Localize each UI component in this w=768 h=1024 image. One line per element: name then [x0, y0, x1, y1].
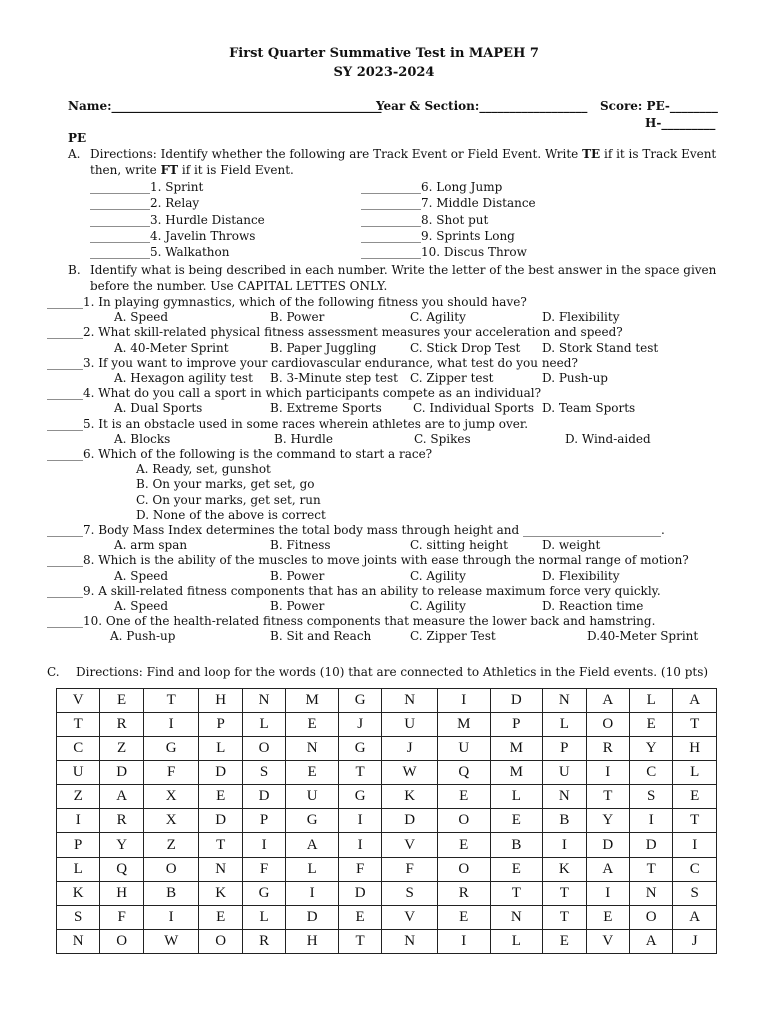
grid-cell: E	[437, 833, 490, 857]
section-pe-label: PE	[68, 131, 87, 145]
grid-cell: R	[586, 737, 629, 761]
grid-cell: K	[199, 881, 242, 905]
grid-cell: D	[338, 881, 381, 905]
grid-row	[57, 809, 717, 833]
grid-cell: I	[143, 905, 199, 929]
choice-9-a: A. Speed	[114, 599, 169, 613]
grid-cell: P	[543, 737, 586, 761]
part-a-letter: A.	[68, 147, 81, 161]
choice-10-a: A. Push-up	[110, 629, 176, 644]
grid-cell: B	[543, 809, 586, 833]
choice-10-b: B. Sit and Reach	[270, 629, 372, 644]
grid-cell: S	[629, 785, 672, 809]
grid-cell: I	[586, 881, 629, 905]
grid-cell: N	[382, 929, 438, 953]
list-item: __________1. Sprint	[90, 180, 204, 194]
choice-2-a: A. 40-Meter Sprint	[114, 340, 229, 355]
part-b-letter: B.	[68, 263, 81, 277]
choice-9-d: D. Reaction time	[542, 599, 644, 613]
grid-cell: U	[286, 785, 339, 809]
grid-cell: Q	[437, 761, 490, 785]
grid-cell: C	[57, 737, 100, 761]
grid-cell: I	[673, 833, 717, 857]
choice-3-b: B. 3-Minute step test	[270, 371, 398, 385]
grid-cell: T	[57, 713, 100, 737]
question-8: ______8. Which is the ability of the muscles to move joints with ease through the normal range of motion?	[47, 553, 689, 568]
list-item: __________5. Walkathon	[90, 245, 230, 260]
grid-cell: D	[490, 689, 543, 713]
grid-cell: N	[286, 737, 339, 761]
choice-10-c: C. Zipper Test	[410, 629, 496, 644]
school-year: SY 2023-2024	[333, 65, 435, 80]
grid-cell: Q	[100, 857, 143, 881]
grid-cell: W	[382, 761, 438, 785]
grid-cell: T	[543, 881, 586, 905]
part-c-letter: C.	[47, 665, 60, 679]
test-title: First Quarter Summative Test in MAPEH 7	[229, 46, 539, 61]
grid-cell: C	[629, 761, 672, 785]
choice-5-c: C. Spikes	[414, 431, 471, 446]
grid-cell: D	[100, 761, 143, 785]
grid-cell: L	[57, 857, 100, 881]
grid-cell: P	[490, 713, 543, 737]
grid-cell: G	[338, 785, 381, 809]
question-4: ______4. What do you call a sport in which participants compete as an individual?	[47, 386, 541, 401]
grid-cell: D	[382, 809, 438, 833]
grid-cell: A	[586, 689, 629, 713]
grid-cell: U	[437, 737, 490, 761]
part-a-items-left	[90, 180, 265, 261]
grid-row	[57, 713, 717, 737]
grid-cell: F	[143, 761, 199, 785]
grid-cell: G	[338, 737, 381, 761]
year-section-field: Year & Section:__________________	[376, 99, 588, 113]
grid-cell: K	[382, 785, 438, 809]
grid-cell: P	[199, 713, 242, 737]
grid-cell: T	[543, 905, 586, 929]
grid-cell: I	[286, 881, 339, 905]
choice-7-c: C. sitting height	[410, 538, 508, 553]
grid-cell: L	[490, 929, 543, 953]
grid-row	[57, 737, 717, 761]
grid-cell: Y	[586, 809, 629, 833]
grid-cell: Y	[100, 833, 143, 857]
grid-cell: E	[199, 785, 242, 809]
grid-cell: A	[286, 833, 339, 857]
grid-cell: U	[57, 761, 100, 785]
grid-cell: J	[673, 929, 717, 953]
grid-cell: L	[490, 785, 543, 809]
choice-4-d: D. Team Sports	[542, 401, 636, 416]
grid-cell: N	[490, 905, 543, 929]
grid-cell: P	[57, 833, 100, 857]
grid-cell: A	[586, 857, 629, 881]
grid-row	[57, 785, 717, 809]
list-item: __________7. Middle Distance	[361, 196, 536, 211]
grid-cell: D	[629, 833, 672, 857]
grid-cell: F	[100, 905, 143, 929]
grid-cell: I	[242, 833, 285, 857]
choice-6-c: C. On your marks, get set, run	[136, 492, 321, 507]
choice-6-b: B. On your marks, get set, go	[136, 477, 315, 492]
choice-1-b: B. Power	[270, 310, 325, 325]
grid-cell: D	[286, 905, 339, 929]
grid-cell: X	[143, 809, 199, 833]
choice-9-c: C. Agility	[410, 599, 466, 613]
grid-cell: T	[673, 809, 717, 833]
part-b-directions-1: Identify what is being described in each number. Write the letter of the best answer in the space given	[90, 263, 717, 277]
grid-cell: L	[543, 713, 586, 737]
grid-cell: E	[437, 905, 490, 929]
grid-cell: N	[629, 881, 672, 905]
grid-cell: E	[490, 809, 543, 833]
choice-6-a: A. Ready, set, gunshot	[136, 462, 271, 477]
choice-5-d: D. Wind-aided	[565, 431, 651, 446]
part-a-directions-1: Directions: Identify whether the following are Track Event or Field Event. Write TE if it is Track Event	[90, 147, 717, 161]
grid-row	[57, 905, 717, 929]
choice-2-b: B. Paper Juggling	[270, 340, 377, 355]
grid-cell: M	[437, 713, 490, 737]
grid-cell: H	[673, 737, 717, 761]
grid-cell: Z	[143, 833, 199, 857]
grid-cell: M	[286, 689, 339, 713]
grid-cell: H	[199, 689, 242, 713]
choice-5-b: B. Hurdle	[274, 431, 333, 446]
grid-cell: U	[382, 713, 438, 737]
question-2: ______2. What skill-related physical fitness assessment measures your acceleration and speed?	[47, 325, 623, 340]
grid-cell: E	[586, 905, 629, 929]
grid-cell: T	[673, 713, 717, 737]
grid-cell: K	[57, 881, 100, 905]
grid-cell: I	[143, 713, 199, 737]
choice-7-d: D. weight	[542, 538, 601, 553]
grid-cell: Z	[100, 737, 143, 761]
grid-cell: I	[338, 833, 381, 857]
grid-cell: O	[199, 929, 242, 953]
grid-cell: G	[338, 689, 381, 713]
grid-cell: N	[57, 929, 100, 953]
grid-cell: T	[143, 689, 199, 713]
choice-4-c: C. Individual Sports	[413, 401, 535, 416]
grid-row	[57, 881, 717, 905]
part-a-directions-2: then, write FT if it is Field Event.	[90, 163, 294, 177]
question-3: ______3. If you want to improve your cardiovascular endurance, what test do you need?	[47, 355, 578, 370]
grid-cell: F	[382, 857, 438, 881]
grid-cell: X	[143, 785, 199, 809]
grid-cell: I	[629, 809, 672, 833]
score-pe-field: Score: PE-________	[600, 99, 718, 113]
grid-cell: S	[57, 905, 100, 929]
grid-row	[57, 857, 717, 881]
grid-cell: L	[199, 737, 242, 761]
grid-cell: T	[338, 761, 381, 785]
grid-cell: A	[629, 929, 672, 953]
choice-9-b: B. Power	[270, 599, 325, 613]
list-item: __________10. Discus Throw	[361, 245, 527, 260]
grid-cell: L	[242, 713, 285, 737]
grid-cell: K	[543, 857, 586, 881]
grid-cell: J	[338, 713, 381, 737]
list-item: __________6. Long Jump	[361, 180, 503, 194]
grid-cell: N	[199, 857, 242, 881]
grid-cell: C	[673, 857, 717, 881]
grid-cell: N	[543, 689, 586, 713]
grid-cell: E	[286, 761, 339, 785]
choice-10-d: D.40-Meter Sprint	[587, 629, 699, 644]
word-search-grid	[56, 688, 717, 954]
grid-row	[57, 689, 717, 713]
grid-cell: S	[382, 881, 438, 905]
grid-cell: H	[100, 881, 143, 905]
grid-cell: O	[629, 905, 672, 929]
grid-cell: E	[629, 713, 672, 737]
grid-cell: T	[629, 857, 672, 881]
list-item: __________2. Relay	[90, 196, 200, 211]
question-9: ______9. A skill-related fitness components that has an ability to release maximum force very quickly.	[47, 583, 661, 598]
choice-7-a: A. arm span	[114, 538, 188, 553]
grid-cell: D	[199, 761, 242, 785]
grid-cell: O	[242, 737, 285, 761]
part-a-items-right	[361, 180, 536, 261]
grid-cell: R	[437, 881, 490, 905]
grid-cell: N	[382, 689, 438, 713]
question-5: ______5. It is an obstacle used in some races wherein athletes are to jump over.	[47, 416, 529, 431]
grid-cell: Z	[57, 785, 100, 809]
grid-cell: N	[543, 785, 586, 809]
grid-cell: V	[382, 833, 438, 857]
grid-cell: E	[490, 857, 543, 881]
grid-cell: A	[673, 689, 717, 713]
grid-cell: R	[100, 809, 143, 833]
grid-cell: F	[242, 857, 285, 881]
choice-1-a: A. Speed	[114, 310, 169, 325]
grid-cell: E	[437, 785, 490, 809]
list-item: __________4. Javelin Throws	[90, 228, 256, 243]
choice-8-d: D. Flexibility	[542, 568, 620, 583]
question-1: ______1. In playing gymnastics, which of the following fitness you should have?	[47, 295, 527, 309]
grid-cell: D	[586, 833, 629, 857]
grid-cell: T	[490, 881, 543, 905]
grid-row	[57, 929, 717, 953]
grid-cell: L	[286, 857, 339, 881]
grid-cell: R	[242, 929, 285, 953]
grid-cell: R	[100, 713, 143, 737]
choice-1-d: D. Flexibility	[542, 310, 620, 325]
grid-cell: E	[673, 785, 717, 809]
grid-cell: I	[437, 929, 490, 953]
part-c-directions: Directions: Find and loop for the words (10) that are connected to Athletics in the Field events. (10 pts)	[76, 665, 709, 679]
choice-3-d: D. Push-up	[542, 371, 608, 385]
grid-cell: U	[543, 761, 586, 785]
grid-cell: G	[143, 737, 199, 761]
grid-cell: D	[199, 809, 242, 833]
grid-cell: Y	[629, 737, 672, 761]
question-7: ______7. Body Mass Index determines the total body mass through height and _______________________.	[47, 523, 665, 537]
grid-cell: F	[338, 857, 381, 881]
grid-cell: T	[199, 833, 242, 857]
grid-cell: G	[242, 881, 285, 905]
grid-cell: W	[143, 929, 199, 953]
grid-cell: V	[57, 689, 100, 713]
grid-cell: S	[673, 881, 717, 905]
choice-1-c: C. Agility	[410, 310, 466, 325]
choice-5-a: A. Blocks	[114, 431, 171, 446]
question-6: ______6. Which of the following is the command to start a race?	[47, 447, 433, 461]
grid-cell: B	[490, 833, 543, 857]
grid-cell: V	[382, 905, 438, 929]
grid-cell: V	[586, 929, 629, 953]
grid-cell: T	[586, 785, 629, 809]
grid-cell: N	[242, 689, 285, 713]
grid-cell: A	[100, 785, 143, 809]
grid-cell: I	[338, 809, 381, 833]
grid-cell: M	[490, 761, 543, 785]
choice-8-b: B. Power	[270, 568, 325, 583]
score-h-field: H-_________	[645, 116, 716, 130]
grid-row	[57, 833, 717, 857]
choice-3-c: C. Zipper test	[410, 371, 494, 385]
list-item: __________9. Sprints Long	[361, 228, 515, 243]
choice-2-d: D. Stork Stand test	[542, 340, 659, 355]
grid-cell: E	[100, 689, 143, 713]
grid-cell: D	[242, 785, 285, 809]
grid-cell: S	[242, 761, 285, 785]
grid-cell: A	[673, 905, 717, 929]
choice-8-a: A. Speed	[114, 568, 169, 583]
grid-cell: I	[586, 761, 629, 785]
name-field: Name:_____________________________________________	[68, 99, 382, 113]
grid-cell: T	[338, 929, 381, 953]
grid-cell: P	[242, 809, 285, 833]
grid-cell: L	[242, 905, 285, 929]
choice-4-b: B. Extreme Sports	[270, 401, 382, 416]
grid-cell: H	[286, 929, 339, 953]
choice-7-b: B. Fitness	[270, 538, 331, 553]
part-b-questions	[47, 295, 747, 655]
grid-cell: E	[543, 929, 586, 953]
question-10: ______10. One of the health-related fitness components that measure the lower back and hamstring.	[47, 614, 656, 629]
grid-cell: G	[286, 809, 339, 833]
grid-cell: E	[338, 905, 381, 929]
grid-cell: M	[490, 737, 543, 761]
grid-cell: O	[586, 713, 629, 737]
grid-cell: E	[286, 713, 339, 737]
grid-row	[57, 761, 717, 785]
grid-cell: O	[100, 929, 143, 953]
choice-6-d: D. None of the above is correct	[136, 507, 326, 522]
grid-cell: E	[199, 905, 242, 929]
list-item: __________3. Hurdle Distance	[90, 212, 265, 227]
grid-cell: I	[57, 809, 100, 833]
choice-2-c: C. Stick Drop Test	[410, 340, 521, 355]
grid-cell: I	[543, 833, 586, 857]
grid-cell: B	[143, 881, 199, 905]
choice-8-c: C. Agility	[410, 568, 466, 583]
choice-3-a: A. Hexagon agility test	[114, 371, 253, 385]
grid-cell: O	[143, 857, 199, 881]
grid-cell: L	[673, 761, 717, 785]
list-item: __________8. Shot put	[361, 212, 489, 227]
grid-cell: I	[437, 689, 490, 713]
grid-cell: L	[629, 689, 672, 713]
part-b-directions-2: before the number. Use CAPITAL LETTES ONLY.	[90, 279, 388, 293]
grid-cell: O	[437, 809, 490, 833]
grid-cell: J	[382, 737, 438, 761]
grid-cell: O	[437, 857, 490, 881]
choice-4-a: A. Dual Sports	[114, 401, 203, 416]
